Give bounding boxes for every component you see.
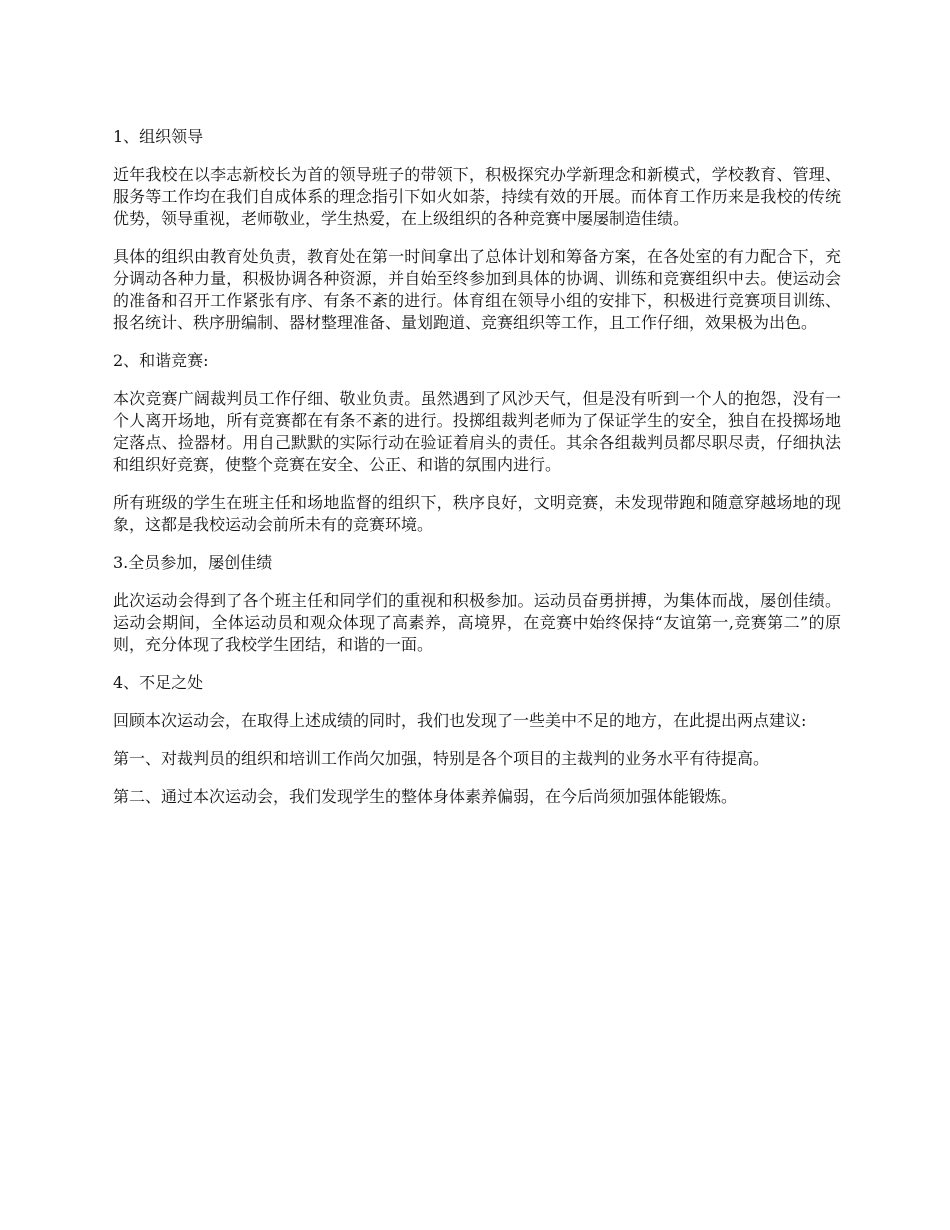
- section-heading-3: 3.全员参加，屡创佳绩: [113, 553, 273, 572]
- section-heading-1: 1、组织领导: [113, 127, 204, 146]
- document-page: [113, 126, 841, 824]
- section-3-paragraph-1: 此次运动会得到了各个班主任和同学们的重视和积极参加。运动员奋勇拼搏，为集体而战，屡创佳绩。运动会期间，全体运动员和观众体现了高素养，高境界，在竞赛中始终保持“友谊第一,竞赛第二”的原则，充分体现了我校学生团结，和谐的一面。: [113, 591, 841, 654]
- section-4-paragraph-3: 第二、通过本次运动会，我们发现学生的整体身体素养偏弱，在今后尚须加强体能锻炼。: [113, 787, 738, 806]
- section-4-paragraph-2: 第一、对裁判员的组织和培训工作尚欠加强，特别是各个项目的主裁判的业务水平有待提高。: [113, 749, 770, 768]
- section-2-paragraph-1: 本次竞赛广阔裁判员工作仔细、敬业负责。虽然遇到了风沙天气，但是没有听到一个人的抱怨，没有一个人离开场地，所有竞赛都在有条不紊的进行。投掷组裁判老师为了保证学生的安全，独自在投掷场地定落点、捡器材。用自己默默的实际行动在验证着肩头的责任。其余各组裁判员都尽职尽责，仔细执法和组织好竞赛，使整个竞赛在安全、公正、和谐的氛围内进行。: [113, 389, 841, 474]
- section-1-paragraph-2: 具体的组织由教育处负责，教育处在第一时间拿出了总体计划和筹备方案，在各处室的有力配合下，充分调动各种力量，积极协调各种资源，并自始至终参加到具体的协调、训练和竞赛组织中去。使运动会的准备和召开工作紧张有序、有条不紊的进行。体育组在领导小组的安排下，积极进行竞赛项目训练、报名统计、秩序册编制、器材整理准备、量划跑道、竞赛组织等工作，且工作仔细，效果极为出色。: [113, 247, 841, 332]
- section-4-paragraph-1: 回顾本次运动会，在取得上述成绩的同时，我们也发现了一些美中不足的地方，在此提出两点建议:: [113, 711, 807, 730]
- section-1-paragraph-1: 近年我校在以李志新校长为首的领导班子的带领下，积极探究办学新理念和新模式，学校教育、管理、服务等工作均在我们自成体系的理念指引下如火如荼，持续有效的开展。而体育工作历来是我校的传统优势，领导重视，老师敬业，学生热爱，在上级组织的各种竞赛中屡屡制造佳绩。: [113, 165, 841, 228]
- section-heading-2: 2、和谐竞赛:: [113, 351, 209, 370]
- section-heading-4: 4、不足之处: [113, 673, 204, 692]
- section-2-paragraph-2: 所有班级的学生在班主任和场地监督的组织下，秩序良好，文明竞赛，未发现带跑和随意穿越场地的现象，这都是我校运动会前所未有的竞赛环境。: [113, 493, 841, 534]
